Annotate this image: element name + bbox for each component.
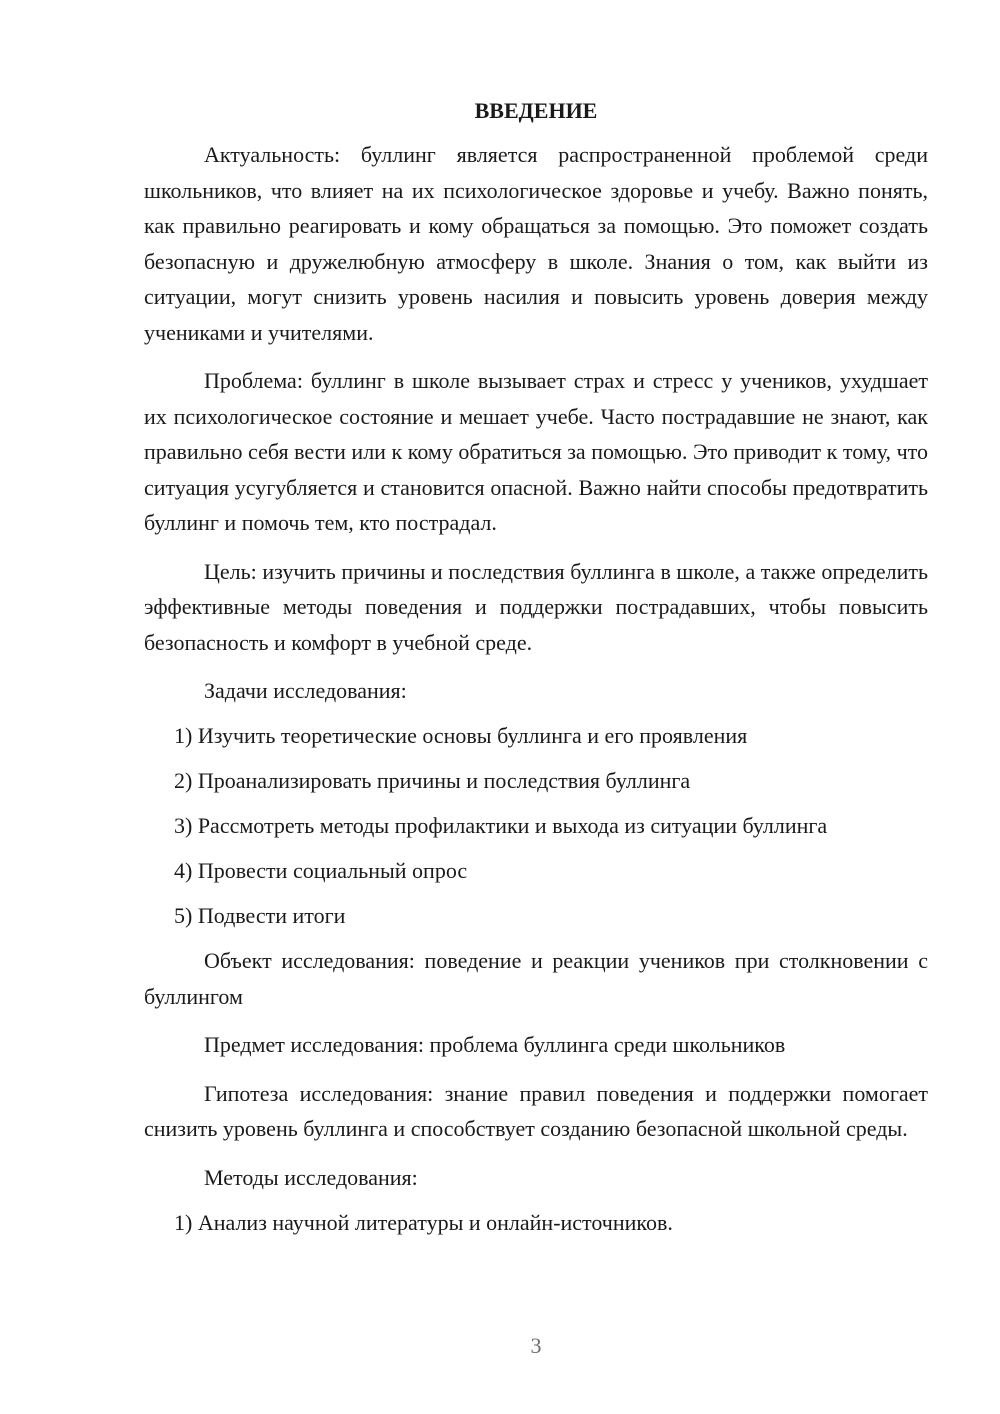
goal-paragraph: Цель: изучить причины и последствия буллинга в школе, а также определить эффективные методы поведения и поддержки пострадавших, чтобы повысить безопасность и комфорт в учебной среде. — [144, 558, 928, 655]
method-item: 1) Анализ научной литературы и онлайн-источников. — [174, 1209, 673, 1235]
task-item: 1) Изучить теоретические основы буллинга и его проявления — [174, 723, 748, 748]
task-item: 2) Проанализировать причины и последствия буллинга — [174, 768, 691, 793]
problem-paragraph: Проблема: буллинг в школе вызывает страх и стресс у учеников, ухудшает их психологическое состояние и мешает учебе. Часто пострадавшие не знают, как правильно себя вести или к кому обратиться за помощью. Это приводит к тому, что ситуация усугубляется и становится опасной. Важно найти способы предотвратить буллинг и помочь тем, кто пострадал. — [144, 368, 928, 535]
page-number: 3 — [530, 1333, 542, 1358]
task-item: 3) Рассмотреть методы профилактики и выхода из ситуации буллинга — [174, 813, 828, 838]
object-paragraph: Объект исследования: поведение и реакции учеников при столкновении с буллингом — [144, 948, 928, 1009]
document-body — [144, 95, 928, 1250]
relevance-paragraph: Актуальность: буллинг является распространенной проблемой среди школьников, что влияет на их психологическое здоровье и учебу. Важно понять, как правильно реагировать и кому обращаться за помощью. Это поможет создать безопасную и дружелюбную атмосферу в школе. Знания о том, как выйти из ситуации, могут снизить уровень насилия и повысить уровень доверия между учениками и учителями. — [144, 142, 928, 345]
tasks-heading: Задачи исследования: — [204, 678, 407, 703]
task-item: 4) Провести социальный опрос — [174, 858, 468, 883]
task-item: 5) Подвести итоги — [174, 903, 346, 928]
hypothesis-paragraph: Гипотеза исследования: знание правил поведения и поддержки помогает снизить уровень буллинга и способствует созданию безопасной школьной среды. — [144, 1080, 928, 1141]
subject-paragraph: Предмет исследования: проблема буллинга среди школьников — [204, 1032, 786, 1057]
section-title: ВВЕДЕНИЕ — [474, 98, 598, 123]
methods-heading: Методы исследования: — [204, 1164, 418, 1190]
